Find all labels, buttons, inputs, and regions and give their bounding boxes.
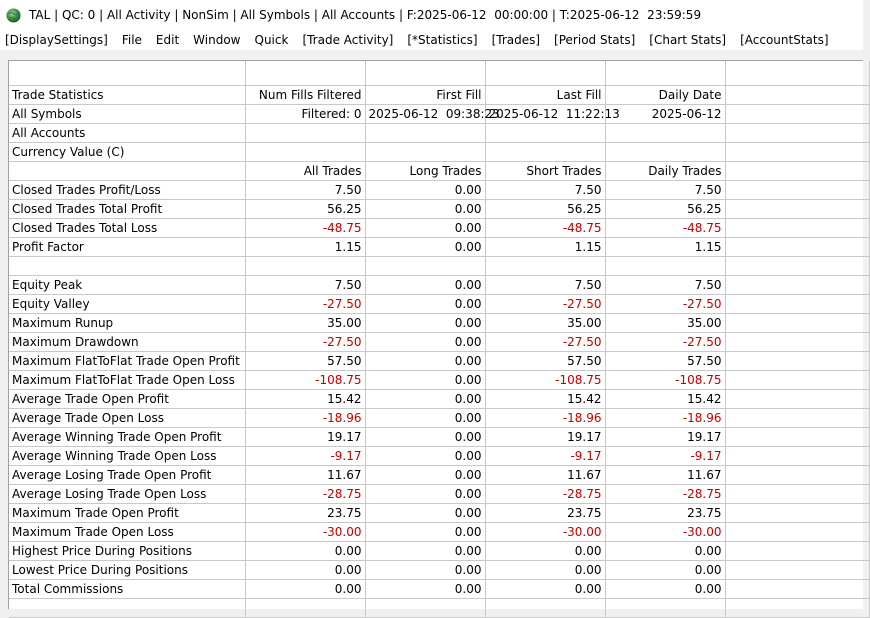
value-cell[interactable]: 7.50 bbox=[245, 181, 365, 200]
value-cell[interactable] bbox=[725, 61, 869, 86]
value-cell[interactable]: -18.96 bbox=[485, 409, 605, 428]
value-cell[interactable]: Long Trades bbox=[365, 162, 485, 181]
value-cell[interactable]: 0.00 bbox=[365, 276, 485, 295]
value-cell[interactable] bbox=[725, 162, 869, 181]
value-cell[interactable] bbox=[365, 599, 485, 618]
value-cell[interactable]: 0.00 bbox=[365, 371, 485, 390]
table-row bbox=[9, 295, 869, 314]
value-cell[interactable]: 0.00 bbox=[245, 561, 365, 580]
menu-item-star-statistics[interactable]: [*Statistics] bbox=[407, 33, 478, 47]
value-cell[interactable]: 0.00 bbox=[365, 238, 485, 257]
value-cell[interactable] bbox=[605, 143, 725, 162]
value-cell[interactable]: 0.00 bbox=[365, 504, 485, 523]
value-cell[interactable]: 11.67 bbox=[485, 466, 605, 485]
value-cell[interactable] bbox=[725, 561, 869, 580]
value-cell[interactable]: -9.17 bbox=[605, 447, 725, 466]
value-cell[interactable] bbox=[725, 371, 869, 390]
table-row bbox=[9, 561, 869, 580]
row-label-cell[interactable]: Total Commissions bbox=[9, 580, 245, 599]
value-cell[interactable]: 56.25 bbox=[485, 200, 605, 219]
value-cell[interactable]: 57.50 bbox=[485, 352, 605, 371]
row-label-cell[interactable] bbox=[9, 257, 245, 276]
value-cell[interactable]: 7.50 bbox=[485, 276, 605, 295]
row-label-cell[interactable]: Closed Trades Total Profit bbox=[9, 200, 245, 219]
value-cell[interactable] bbox=[725, 86, 869, 105]
value-cell[interactable]: 19.17 bbox=[245, 428, 365, 447]
value-cell[interactable]: -48.75 bbox=[485, 219, 605, 238]
value-cell[interactable]: Daily Trades bbox=[605, 162, 725, 181]
value-cell[interactable]: -27.50 bbox=[485, 333, 605, 352]
value-cell[interactable] bbox=[485, 599, 605, 618]
value-cell[interactable]: 0.00 bbox=[245, 542, 365, 561]
window-title: TAL | QC: 0 | All Activity | NonSim | All Symbols | All Accounts | F:2025-06-12 00:00:00 | T:2025-06-12 23:59:59 bbox=[29, 8, 702, 22]
value-cell[interactable]: 19.17 bbox=[485, 428, 605, 447]
row-label-cell[interactable]: Profit Factor bbox=[9, 238, 245, 257]
value-cell[interactable] bbox=[605, 257, 725, 276]
value-cell[interactable]: -108.75 bbox=[605, 371, 725, 390]
table-row bbox=[9, 428, 869, 447]
value-cell[interactable]: 0.00 bbox=[365, 295, 485, 314]
value-cell[interactable]: -18.96 bbox=[605, 409, 725, 428]
value-cell[interactable]: -30.00 bbox=[485, 523, 605, 542]
value-cell[interactable] bbox=[365, 143, 485, 162]
value-cell[interactable]: -27.50 bbox=[605, 295, 725, 314]
globe-icon bbox=[6, 8, 21, 23]
value-cell[interactable] bbox=[365, 124, 485, 143]
row-label-cell[interactable]: Maximum FlatToFlat Trade Open Profit bbox=[9, 352, 245, 371]
value-cell[interactable] bbox=[725, 352, 869, 371]
value-cell[interactable]: 0.00 bbox=[365, 580, 485, 599]
value-cell[interactable]: 0.00 bbox=[365, 333, 485, 352]
value-cell[interactable]: 11.67 bbox=[605, 466, 725, 485]
value-cell[interactable] bbox=[725, 238, 869, 257]
value-cell[interactable]: 0.00 bbox=[605, 542, 725, 561]
value-cell[interactable] bbox=[605, 61, 725, 86]
value-cell[interactable]: -48.75 bbox=[605, 219, 725, 238]
value-cell[interactable]: 15.42 bbox=[605, 390, 725, 409]
table-row bbox=[9, 200, 869, 219]
value-cell[interactable] bbox=[485, 143, 605, 162]
value-cell[interactable]: 15.42 bbox=[485, 390, 605, 409]
value-cell[interactable] bbox=[725, 295, 869, 314]
value-cell[interactable]: All Trades bbox=[245, 162, 365, 181]
table-row bbox=[9, 86, 869, 105]
value-cell[interactable] bbox=[725, 485, 869, 504]
row-label-cell[interactable]: Maximum FlatToFlat Trade Open Loss bbox=[9, 371, 245, 390]
row-label-cell[interactable]: Maximum Runup bbox=[9, 314, 245, 333]
table-row bbox=[9, 523, 869, 542]
value-cell[interactable] bbox=[725, 105, 869, 124]
value-cell[interactable]: 2025-06-12 bbox=[605, 105, 725, 124]
value-cell[interactable]: 7.50 bbox=[605, 181, 725, 200]
value-cell[interactable] bbox=[485, 61, 605, 86]
value-cell[interactable] bbox=[605, 599, 725, 618]
value-cell[interactable] bbox=[725, 181, 869, 200]
value-cell[interactable] bbox=[725, 390, 869, 409]
value-cell[interactable] bbox=[725, 466, 869, 485]
statistics-table bbox=[9, 61, 870, 618]
value-cell[interactable] bbox=[725, 542, 869, 561]
menu-item-quick[interactable]: Quick bbox=[254, 33, 289, 47]
row-label-cell[interactable]: Currency Value (C) bbox=[9, 143, 245, 162]
value-cell[interactable] bbox=[245, 124, 365, 143]
value-cell[interactable] bbox=[365, 257, 485, 276]
value-cell[interactable]: 23.75 bbox=[485, 504, 605, 523]
row-label-cell[interactable] bbox=[9, 61, 245, 86]
value-cell[interactable] bbox=[245, 599, 365, 618]
value-cell[interactable]: 0.00 bbox=[365, 428, 485, 447]
value-cell[interactable]: 7.50 bbox=[245, 276, 365, 295]
value-cell[interactable]: 57.50 bbox=[245, 352, 365, 371]
value-cell[interactable]: 0.00 bbox=[365, 561, 485, 580]
value-cell[interactable]: 7.50 bbox=[485, 181, 605, 200]
value-cell[interactable]: 0.00 bbox=[365, 390, 485, 409]
menu-item-periodstats[interactable]: [Period Stats] bbox=[554, 33, 636, 47]
value-cell[interactable]: 19.17 bbox=[605, 428, 725, 447]
table-row bbox=[9, 352, 869, 371]
value-cell[interactable]: -108.75 bbox=[245, 371, 365, 390]
table-row bbox=[9, 485, 869, 504]
value-cell[interactable]: -9.17 bbox=[245, 447, 365, 466]
value-cell[interactable]: 0.00 bbox=[365, 219, 485, 238]
row-label-cell[interactable]: Highest Price During Positions bbox=[9, 542, 245, 561]
table-row bbox=[9, 409, 869, 428]
value-cell[interactable] bbox=[245, 143, 365, 162]
value-cell[interactable]: 0.00 bbox=[365, 314, 485, 333]
value-cell[interactable]: 0.00 bbox=[485, 580, 605, 599]
table-row bbox=[9, 447, 869, 466]
table-row bbox=[9, 61, 869, 86]
value-cell[interactable]: 0.00 bbox=[365, 485, 485, 504]
value-cell[interactable]: 0.00 bbox=[365, 542, 485, 561]
table-row bbox=[9, 504, 869, 523]
value-cell[interactable]: 0.00 bbox=[365, 409, 485, 428]
value-cell[interactable] bbox=[725, 580, 869, 599]
value-cell[interactable]: -28.75 bbox=[245, 485, 365, 504]
value-cell[interactable]: 0.00 bbox=[365, 181, 485, 200]
value-cell[interactable]: -9.17 bbox=[485, 447, 605, 466]
value-cell[interactable]: Last Fill bbox=[485, 86, 605, 105]
value-cell[interactable] bbox=[725, 447, 869, 466]
value-cell[interactable]: 0.00 bbox=[365, 352, 485, 371]
value-cell[interactable] bbox=[725, 523, 869, 542]
value-cell[interactable]: 23.75 bbox=[605, 504, 725, 523]
value-cell[interactable] bbox=[245, 257, 365, 276]
statistics-grid[interactable] bbox=[8, 60, 863, 609]
value-cell[interactable]: 0.00 bbox=[485, 542, 605, 561]
value-cell[interactable] bbox=[725, 333, 869, 352]
menu-item-edit[interactable]: Edit bbox=[155, 33, 180, 47]
title-bar bbox=[0, 0, 863, 30]
table-row bbox=[9, 238, 869, 257]
row-label-cell[interactable]: Maximum Trade Open Profit bbox=[9, 504, 245, 523]
value-cell[interactable]: 56.25 bbox=[605, 200, 725, 219]
value-cell[interactable]: 35.00 bbox=[605, 314, 725, 333]
table-row bbox=[9, 580, 869, 599]
value-cell[interactable]: 11.67 bbox=[245, 466, 365, 485]
value-cell[interactable] bbox=[725, 428, 869, 447]
menu-item-tradeactivity[interactable]: [Trade Activity] bbox=[302, 33, 394, 47]
table-row bbox=[9, 599, 869, 618]
value-cell[interactable] bbox=[725, 200, 869, 219]
value-cell[interactable] bbox=[725, 409, 869, 428]
value-cell[interactable]: -27.50 bbox=[605, 333, 725, 352]
table-row bbox=[9, 257, 869, 276]
value-cell[interactable] bbox=[725, 314, 869, 333]
value-cell[interactable]: 1.15 bbox=[485, 238, 605, 257]
value-cell[interactable]: Filtered: 0 bbox=[245, 105, 365, 124]
table-row bbox=[9, 314, 869, 333]
value-cell[interactable] bbox=[725, 219, 869, 238]
row-label-cell[interactable]: Average Losing Trade Open Profit bbox=[9, 466, 245, 485]
row-label-cell[interactable]: Maximum Trade Open Loss bbox=[9, 523, 245, 542]
row-label-cell[interactable]: Equity Peak bbox=[9, 276, 245, 295]
menu-bar bbox=[0, 30, 863, 50]
row-label-cell[interactable]: Lowest Price During Positions bbox=[9, 561, 245, 580]
value-cell[interactable]: 1.15 bbox=[245, 238, 365, 257]
row-label-cell[interactable]: Average Winning Trade Open Loss bbox=[9, 447, 245, 466]
row-label-cell[interactable]: Closed Trades Profit/Loss bbox=[9, 181, 245, 200]
table-row bbox=[9, 162, 869, 181]
value-cell[interactable]: 2025-06-12 11:22:13 bbox=[485, 105, 605, 124]
row-label-cell[interactable]: Average Losing Trade Open Loss bbox=[9, 485, 245, 504]
row-label-cell[interactable]: Average Trade Open Loss bbox=[9, 409, 245, 428]
value-cell[interactable]: Short Trades bbox=[485, 162, 605, 181]
value-cell[interactable] bbox=[725, 124, 869, 143]
value-cell[interactable]: -27.50 bbox=[485, 295, 605, 314]
value-cell[interactable]: 0.00 bbox=[365, 200, 485, 219]
table-row bbox=[9, 181, 869, 200]
value-cell[interactable]: -18.96 bbox=[245, 409, 365, 428]
value-cell[interactable]: 23.75 bbox=[245, 504, 365, 523]
value-cell[interactable] bbox=[725, 143, 869, 162]
table-row bbox=[9, 542, 869, 561]
table-row bbox=[9, 124, 869, 143]
row-label-cell[interactable] bbox=[9, 162, 245, 181]
menu-item-file[interactable]: File bbox=[121, 33, 142, 47]
value-cell[interactable]: 0.00 bbox=[365, 466, 485, 485]
value-cell[interactable]: First Fill bbox=[365, 86, 485, 105]
menu-item-trades[interactable]: [Trades] bbox=[491, 33, 541, 47]
value-cell[interactable] bbox=[485, 124, 605, 143]
table-row bbox=[9, 390, 869, 409]
value-cell[interactable] bbox=[485, 257, 605, 276]
value-cell[interactable]: -30.00 bbox=[245, 523, 365, 542]
value-cell[interactable]: 35.00 bbox=[245, 314, 365, 333]
value-cell[interactable]: 15.42 bbox=[245, 390, 365, 409]
row-label-cell[interactable]: Maximum Drawdown bbox=[9, 333, 245, 352]
table-row bbox=[9, 105, 869, 124]
menu-item-displaysettings[interactable]: [DisplaySettings] bbox=[5, 33, 108, 47]
row-label-cell[interactable]: Trade Statistics bbox=[9, 86, 245, 105]
value-cell[interactable]: 0.00 bbox=[605, 561, 725, 580]
row-label-cell[interactable]: Closed Trades Total Loss bbox=[9, 219, 245, 238]
value-cell[interactable] bbox=[725, 276, 869, 295]
value-cell[interactable]: -27.50 bbox=[245, 333, 365, 352]
statistics-area bbox=[0, 50, 863, 609]
value-cell[interactable] bbox=[365, 61, 485, 86]
row-label-cell[interactable]: All Symbols bbox=[9, 105, 245, 124]
menu-item-window[interactable]: Window bbox=[193, 33, 241, 47]
value-cell[interactable]: 0.00 bbox=[605, 580, 725, 599]
value-cell[interactable]: -27.50 bbox=[245, 295, 365, 314]
value-cell[interactable]: 0.00 bbox=[245, 580, 365, 599]
row-label-cell[interactable] bbox=[9, 599, 245, 618]
row-label-cell[interactable]: Average Winning Trade Open Profit bbox=[9, 428, 245, 447]
table-row bbox=[9, 143, 869, 162]
value-cell[interactable]: 1.15 bbox=[605, 238, 725, 257]
value-cell[interactable] bbox=[605, 124, 725, 143]
table-row bbox=[9, 219, 869, 238]
row-label-cell[interactable]: Equity Valley bbox=[9, 295, 245, 314]
table-row bbox=[9, 466, 869, 485]
value-cell[interactable] bbox=[725, 504, 869, 523]
menu-item-accountstats[interactable]: [AccountStats] bbox=[740, 33, 829, 47]
row-label-cell[interactable]: All Accounts bbox=[9, 124, 245, 143]
value-cell[interactable] bbox=[725, 257, 869, 276]
value-cell[interactable] bbox=[725, 599, 869, 618]
table-row bbox=[9, 276, 869, 295]
value-cell[interactable]: -108.75 bbox=[485, 371, 605, 390]
value-cell[interactable]: 2025-06-12 09:38:23 bbox=[365, 105, 485, 124]
value-cell[interactable]: 57.50 bbox=[605, 352, 725, 371]
menu-item-chartstats[interactable]: [Chart Stats] bbox=[649, 33, 727, 47]
value-cell[interactable]: 0.00 bbox=[485, 561, 605, 580]
value-cell[interactable]: 7.50 bbox=[605, 276, 725, 295]
value-cell[interactable]: 0.00 bbox=[365, 523, 485, 542]
value-cell[interactable]: -30.00 bbox=[605, 523, 725, 542]
value-cell[interactable] bbox=[245, 61, 365, 86]
value-cell[interactable]: -48.75 bbox=[245, 219, 365, 238]
value-cell[interactable]: Daily Date bbox=[605, 86, 725, 105]
row-label-cell[interactable]: Average Trade Open Profit bbox=[9, 390, 245, 409]
table-row bbox=[9, 333, 869, 352]
value-cell[interactable]: -28.75 bbox=[605, 485, 725, 504]
value-cell[interactable]: Num Fills Filtered bbox=[245, 86, 365, 105]
table-row bbox=[9, 371, 869, 390]
value-cell[interactable]: 56.25 bbox=[245, 200, 365, 219]
value-cell[interactable]: 35.00 bbox=[485, 314, 605, 333]
value-cell[interactable]: 0.00 bbox=[365, 447, 485, 466]
value-cell[interactable]: -28.75 bbox=[485, 485, 605, 504]
